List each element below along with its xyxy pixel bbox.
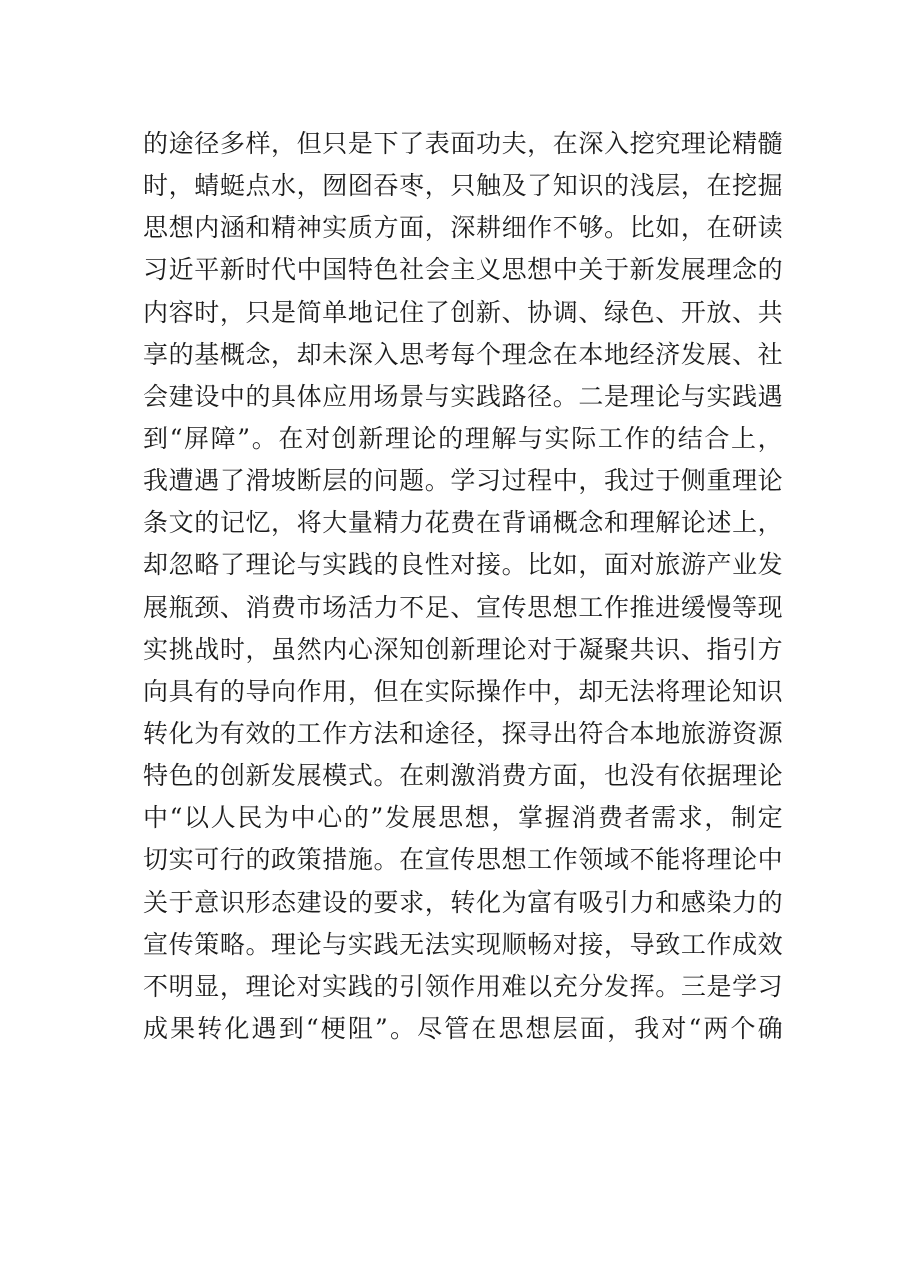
text-line: 内容时，只是简单地记住了创新、协调、绿色、开放、共 xyxy=(143,297,783,327)
text-line: 转化为有效的工作方法和途径，探寻出符合本地旅游资源 xyxy=(143,718,783,748)
text-line: 成果转化遇到“梗阻”。尽管在思想层面，我对“两个确 xyxy=(143,1013,783,1043)
text-line: 宣传策略。理论与实践无法实现顺畅对接，导致工作成效 xyxy=(143,929,783,959)
text-line: 会建设中的具体应用场景与实践路径。二是理论与实践遇 xyxy=(143,381,783,411)
text-line: 习近平新时代中国特色社会主义思想中关于新发展理念的 xyxy=(143,255,783,285)
text-line: 我遭遇了滑坡断层的问题。学习过程中，我过于侧重理论 xyxy=(143,466,783,496)
text-line: 关于意识形态建设的要求，转化为富有吸引力和感染力的 xyxy=(143,887,783,917)
text-line: 特色的创新发展模式。在刺激消费方面，也没有依据理论 xyxy=(143,761,783,791)
text-line: 展瓶颈、消费市场活力不足、宣传思想工作推进缓慢等现 xyxy=(143,592,783,622)
text-line: 不明显，理论对实践的引领作用难以充分发挥。三是学习 xyxy=(143,971,783,1001)
text-line: 时，蜻蜓点水，囫囵吞枣，只触及了知识的浅层，在挖掘 xyxy=(143,171,783,201)
text-line: 实挑战时，虽然内心深知创新理论对于凝聚共识、指引方 xyxy=(143,634,783,664)
text-line: 切实可行的政策措施。在宣传思想工作领域不能将理论中 xyxy=(143,845,783,875)
text-line: 中“以人民为中心的”发展思想，掌握消费者需求，制定 xyxy=(143,803,783,833)
text-line: 向具有的导向作用，但在实际操作中，却无法将理论知识 xyxy=(143,676,783,706)
text-line: 的途径多样，但只是下了表面功夫，在深入挖究理论精髓 xyxy=(143,129,783,158)
text-line: 思想内涵和精神实质方面，深耕细作不够。比如，在研读 xyxy=(143,213,783,243)
text-line: 到“屏障”。在对创新理论的理解与实际工作的结合上， xyxy=(143,423,783,453)
body-paragraph xyxy=(143,123,783,1050)
text-line: 享的基概念，却未深入思考每个理念在本地经济发展、社 xyxy=(143,339,783,369)
text-line: 条文的记忆，将大量精力花费在背诵概念和理解论述上， xyxy=(143,508,783,538)
text-line: 却忽略了理论与实践的良性对接。比如，面对旅游产业发 xyxy=(143,550,783,580)
